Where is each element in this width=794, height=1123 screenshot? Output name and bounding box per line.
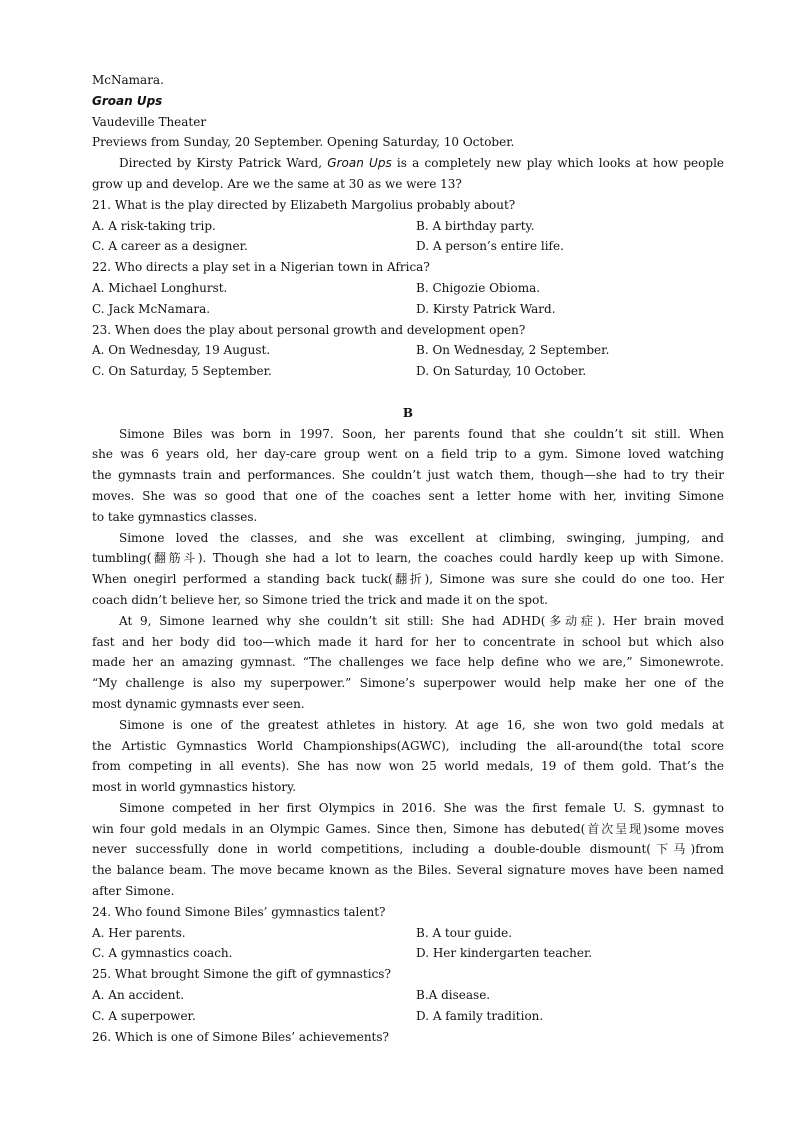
option-c: C. On Saturday, 5 September. <box>92 364 272 379</box>
option-c: C. A career as a designer. <box>92 239 248 254</box>
options-row <box>92 923 724 944</box>
text-line: to take gymnastics classes. <box>92 509 258 524</box>
option-c: C. Jack McNamara. <box>92 301 211 316</box>
text-line: When onegirl performed a standing back tuck(翻折), Simone was sure she could do one too. Her <box>92 572 724 587</box>
option-b: B. Chigozie Obioma. <box>416 280 541 295</box>
description-line: grow up and develop. Are we the same at 30 as we were 13? <box>92 176 462 191</box>
document-page <box>92 70 724 1047</box>
text-line: coach didn’t believe her, so Simone tried the trick and made it on the spot. <box>92 592 548 607</box>
venue: Vaudeville Theater <box>92 114 207 129</box>
option-c: C. A superpower. <box>92 1008 196 1023</box>
options-row <box>92 236 724 257</box>
question-stem: 24. Who found Simone Biles’ gymnastics talent? <box>92 904 386 919</box>
option-d: D. A family tradition. <box>416 1008 544 1023</box>
text-line: made her an amazing gymnast. “The challenges we face help define who we are,” Simonewrote. <box>92 655 724 670</box>
text-line: from competing in all events). She has now won 25 world medals, 19 of them gold. That’s the <box>92 759 724 774</box>
options-row <box>92 340 724 361</box>
question-stem: 23. When does the play about personal growth and development open? <box>92 322 526 337</box>
question-stem: 22. Who directs a play set in a Nigerian town in Africa? <box>92 260 430 275</box>
text-line: most dynamic gymnasts ever seen. <box>92 696 305 711</box>
options-row <box>92 985 724 1006</box>
options-row <box>92 1006 724 1027</box>
question-stem: 21. What is the play directed by Elizabeth Margolius probably about? <box>92 197 516 212</box>
text-line: tumbling(翻筋斗). Though she had a lot to learn, the coaches could hardly keep up with Simone. <box>92 551 724 566</box>
question-stem: 25. What brought Simone the gift of gymnastics? <box>92 967 391 982</box>
play-title: Groan Ups <box>92 93 163 108</box>
text-line: win four gold medals in an Olympic Games. Since then, Simone has debuted(首次呈现)some moves <box>92 821 724 836</box>
option-a: A. An accident. <box>92 988 185 1003</box>
option-d: D. A person’s entire life. <box>416 239 564 254</box>
text-line: Simone Biles was born in 1997. Soon, her parents found that she couldn’t sit still. When <box>119 426 724 441</box>
option-d: D. Kirsty Patrick Ward. <box>416 301 556 316</box>
option-d: D. On Saturday, 10 October. <box>416 364 587 379</box>
text-line: after Simone. <box>92 884 175 899</box>
text-line: Simone competed in her first Olympics in 2016. She was the first female U. S. gymnast to <box>119 800 724 815</box>
text-line: moves. She was so good that one of the coaches sent a letter home with her, inviting Simone <box>92 488 724 503</box>
spacer <box>92 382 724 403</box>
option-a: A. On Wednesday, 19 August. <box>92 343 271 358</box>
option-c: C. A gymnastics coach. <box>92 946 233 961</box>
option-a: A. Michael Longhurst. <box>92 280 228 295</box>
dates: Previews from Sunday, 20 September. Opening Saturday, 10 October. <box>92 135 515 150</box>
text-line: Simone is one of the greatest athletes in history. At age 16, she won two gold medals at <box>119 717 724 732</box>
text-line: she was 6 years old, her day-care group went on a field trip to a gym. Simone loved watching <box>92 447 724 462</box>
paragraph-3 <box>92 611 724 715</box>
options-row <box>92 278 724 299</box>
text-line: At 9, Simone learned why she couldn’t sit still: She had ADHD(多动症). Her brain moved <box>119 613 724 628</box>
text-line: Simone loved the classes, and she was excellent at climbing, swinging, jumping, and <box>119 530 724 545</box>
text-line: the gymnasts train and performances. She couldn’t just watch them, though—she had to try their <box>92 468 724 483</box>
option-b: B. On Wednesday, 2 September. <box>416 343 610 358</box>
paragraph-5 <box>92 798 724 902</box>
options-row <box>92 216 724 237</box>
option-a: A. A risk-taking trip. <box>92 218 216 233</box>
option-b: B.A disease. <box>416 988 491 1003</box>
text-line: the balance beam. The move became known as the Biles. Several signature moves have been named <box>92 863 724 878</box>
question-stem: 26. Which is one of Simone Biles’ achievements? <box>92 1029 389 1044</box>
options-row <box>92 361 724 382</box>
paragraph-1 <box>92 424 724 528</box>
options-row <box>92 943 724 964</box>
option-d: D. Her kindergarten teacher. <box>416 946 593 961</box>
text-line: most in world gymnastics history. <box>92 780 297 795</box>
paragraph-2 <box>92 528 724 611</box>
description-line: Directed by Kirsty Patrick Ward, Groan Ups is a completely new play which looks at how people <box>119 156 725 171</box>
paragraph-4 <box>92 715 724 798</box>
text-line: “My challenge is also my superpower.” Simone’s superpower would help make her one of the <box>92 676 724 691</box>
option-b: B. A birthday party. <box>416 218 535 233</box>
text-line: never successfully done in world competitions, including a double-double dismount(下马)from <box>92 842 724 857</box>
option-b: B. A tour guide. <box>416 925 513 940</box>
text-line: McNamara. <box>92 73 164 87</box>
option-a: A. Her parents. <box>92 925 186 940</box>
text-line: the Artistic Gymnastics World Championships(AGWC), including the all-around(the total score <box>92 738 724 753</box>
text-line: fast and her body did too—which made it hard for her to concentrate in school but which also <box>92 634 724 649</box>
options-row <box>92 299 724 320</box>
section-heading: B <box>402 405 414 420</box>
